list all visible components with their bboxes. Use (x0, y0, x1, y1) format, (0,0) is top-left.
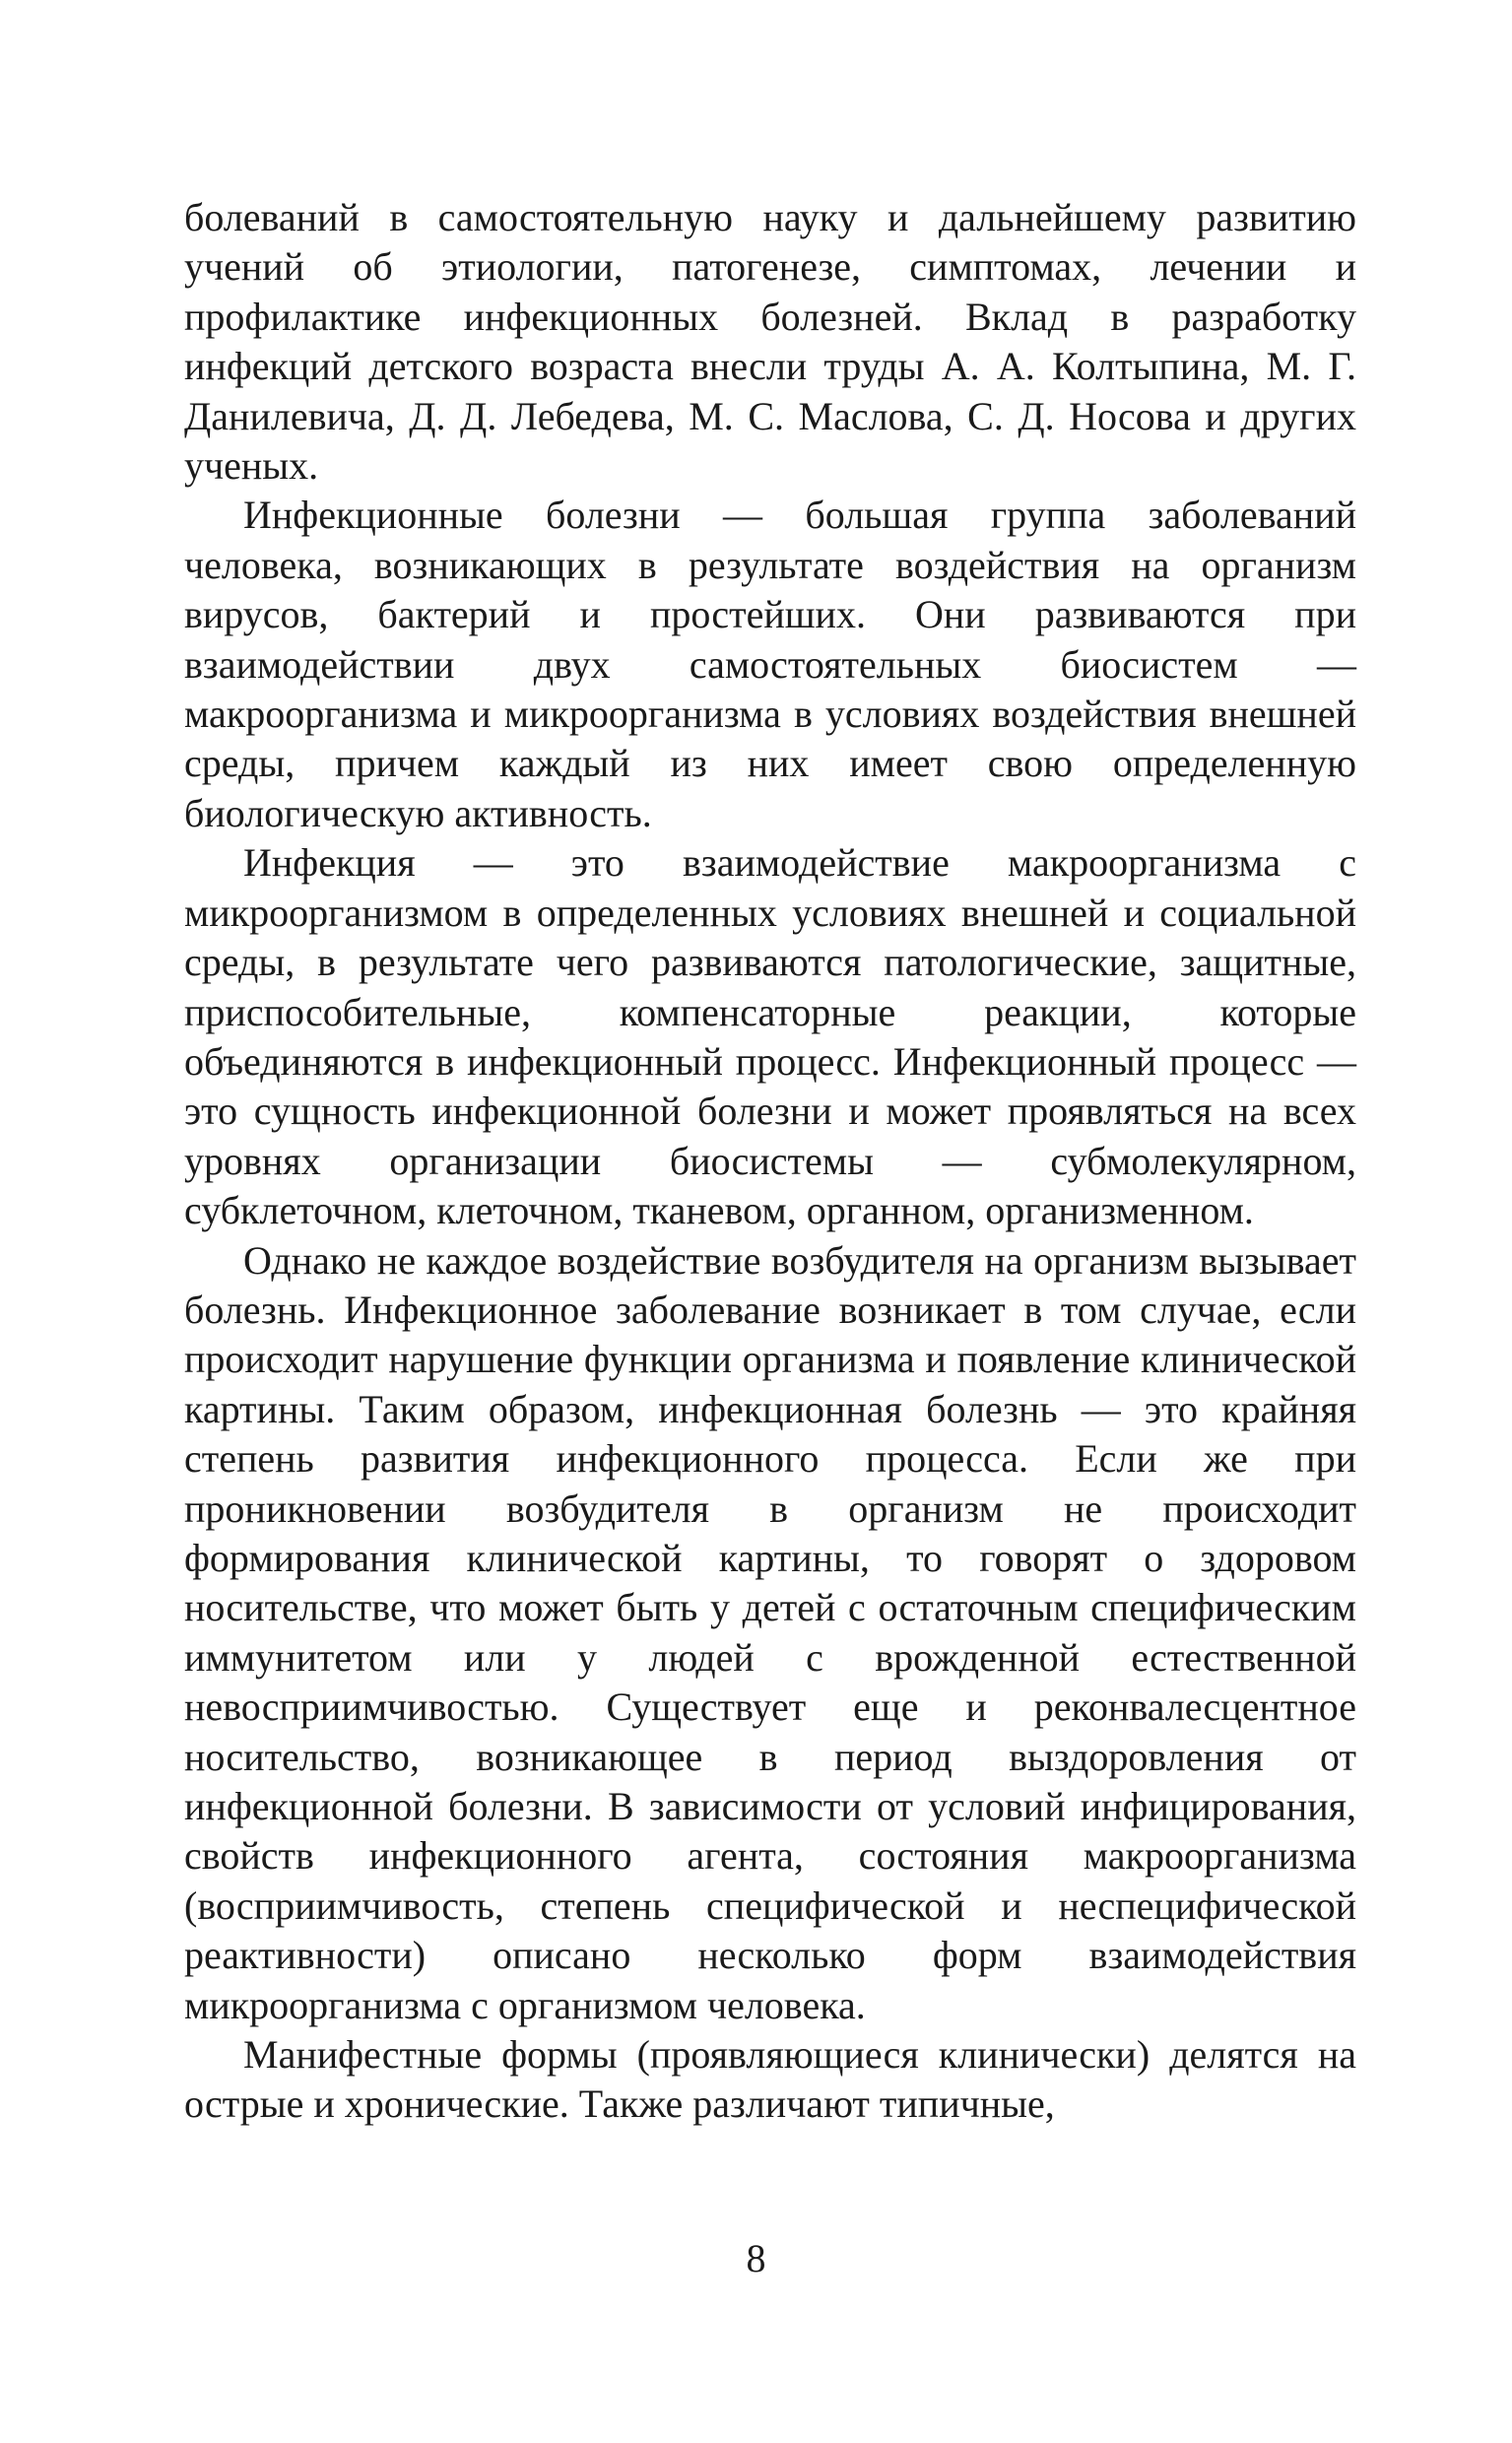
paragraph-continuation: болеваний в самостоятельную науку и дальнейшему развитию учений об этиологии, патогенезе, симптомах, лечении и профилактике инфекционных болезней. Вклад в разработку инфекций детского возраста внесли труды А. А. Колтыпина, М. Г. Данилевича, Д. Д. Лебедева, М. С. Маслова, С. Д. Носова и других ученых. (184, 195, 1356, 489)
paragraph-infection-definition: Инфекция — это взаимодействие макроорганизма с микроорганизмом в определенных условиях внешней и социальной среды, в результате чего развиваются патологические, защитные, приспособительные, компенсаторные реакции, которые объединяются в инфекционный процесс. Инфекционный процесс — это сущность инфекционной болезни и может проявляться на всех уровнях организации биосистемы — субмолекулярном, субклеточном, клеточном, тканевом, органном, организменном. (184, 840, 1356, 1233)
body-text (184, 193, 1356, 2130)
paragraph-infectious-diseases: Инфекционные болезни — большая группа заболеваний человека, возникающих в результате воздействия на организм вирусов, бактерий и простейших. Они развиваются при взаимодействии двух самостоятельных биосистем — макроорганизма и микроорганизма в условиях воздействия внешней среды, причем каждый из них имеет свою определенную биологическую активность. (184, 493, 1356, 835)
paragraph-manifest-forms: Манифестные формы (проявляющиеся клинически) делятся на острые и хронические. Также различают типичные, (184, 2032, 1356, 2127)
paragraph-carrier-forms: Однако не каждое воздействие возбудителя на организм вызывает болезнь. Инфекционное заболевание возникает в том случае, если происходит нарушение функции организма и появление клинической картины. Таким образом, инфекционная болезнь — это крайняя степень развития инфекционного процесса. Если же при проникновении возбудителя в организм не происходит формирования клинической картины, то говорят о здоровом носительстве, что может быть у детей с остаточным специфическим иммунитетом или у людей с врожденной естественной невосприимчивостью. Существует еще и реконвалесцентное носительство, возникающее в период выздоровления от инфекционной болезни. В зависимости от условий инфицирования, свойств инфекционного агента, состояния макроорганизма (восприимчивость, степень специфической и неспецифической реактивности) описано несколько форм взаимодействия микроорганизма с организмом человека. (184, 1237, 1356, 2027)
page-number: 8 (746, 2236, 766, 2280)
